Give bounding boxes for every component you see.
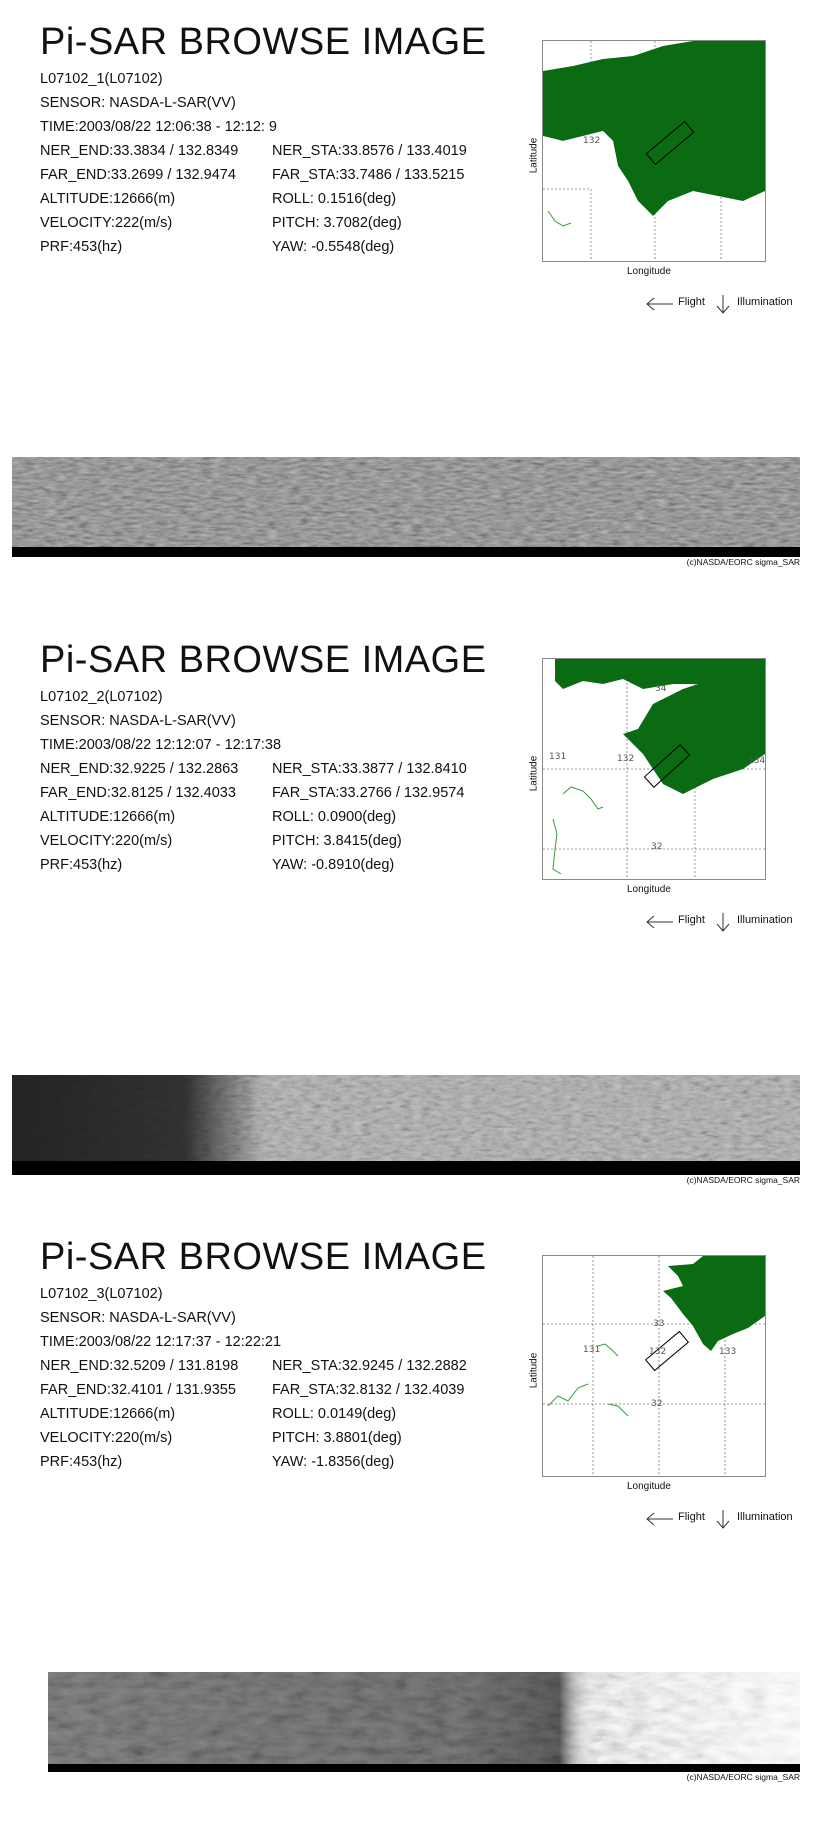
sensor: SENSOR: NASDA-L-SAR(VV)	[40, 1310, 236, 1326]
flight-label: Flight	[678, 296, 705, 308]
illumination-arrow-icon	[717, 295, 729, 313]
altitude: ALTITUDE:12666(m)	[40, 191, 176, 207]
far-end: FAR_END:32.8125 / 132.4033	[40, 785, 236, 801]
flight-arrow-icon	[647, 298, 673, 310]
map-tick: 132	[649, 1347, 667, 1357]
time-range: TIME:2003/08/22 12:12:07 - 12:17:38	[40, 737, 282, 753]
location-map	[542, 1255, 766, 1477]
section-title: Pi-SAR BROWSE IMAGE	[40, 21, 487, 63]
illumination-label: Illumination	[737, 914, 793, 926]
illumination-label: Illumination	[737, 1511, 793, 1523]
location-map	[542, 658, 766, 880]
map-tick: 131	[549, 752, 567, 762]
far-sta: FAR_STA:33.2766 / 132.9574	[272, 785, 465, 801]
prf: PRF:453(hz)	[40, 239, 123, 255]
map-tick: 131	[583, 1345, 601, 1355]
latitude-label: Latitude	[528, 137, 540, 174]
altitude: ALTITUDE:12666(m)	[40, 809, 176, 825]
flight-arrow-icon	[647, 916, 673, 928]
coastline	[563, 787, 603, 809]
section-title: Pi-SAR BROWSE IMAGE	[40, 639, 487, 681]
illumination-arrow-icon	[717, 913, 729, 931]
prf: PRF:453(hz)	[40, 1454, 123, 1470]
map-tick: 32	[651, 842, 663, 852]
velocity: VELOCITY:220(m/s)	[40, 833, 173, 849]
latitude-label: Latitude	[528, 755, 540, 792]
map-tick: 34	[655, 684, 667, 694]
location-map	[542, 40, 766, 262]
sar-strip-image-2	[12, 1075, 800, 1175]
copyright-credit: (c)NASDA/EORC sigma_SAR	[686, 557, 800, 567]
far-end: FAR_END:33.2699 / 132.9474	[40, 167, 236, 183]
velocity: VELOCITY:220(m/s)	[40, 1430, 173, 1446]
direction-legend	[645, 1508, 795, 1530]
map-tick: 134	[748, 756, 765, 766]
pitch: PITCH: 3.8801(deg)	[272, 1430, 402, 1446]
section-title: Pi-SAR BROWSE IMAGE	[40, 1236, 487, 1278]
ner-sta: NER_STA:33.3877 / 132.8410	[272, 761, 467, 777]
scene-id: L07102_2(L07102)	[40, 689, 163, 705]
far-sta: FAR_STA:33.7486 / 133.5215	[272, 167, 465, 183]
sensor: SENSOR: NASDA-L-SAR(VV)	[40, 713, 236, 729]
land-mass	[543, 41, 765, 216]
direction-legend	[645, 293, 795, 315]
yaw: YAW: -1.8356(deg)	[272, 1454, 395, 1470]
coastline	[553, 819, 561, 874]
map-tick: 32	[651, 1399, 663, 1409]
longitude-label: Longitude	[627, 266, 671, 277]
ner-sta: NER_STA:32.9245 / 132.2882	[272, 1358, 467, 1374]
ner-end: NER_END:32.9225 / 132.2863	[40, 761, 239, 777]
velocity: VELOCITY:222(m/s)	[40, 215, 173, 231]
yaw: YAW: -0.5548(deg)	[272, 239, 395, 255]
illumination-label: Illumination	[737, 296, 793, 308]
coastline	[548, 211, 571, 226]
roll: ROLL: 0.1516(deg)	[272, 191, 397, 207]
longitude-label: Longitude	[627, 884, 671, 895]
illumination-arrow-icon	[717, 1510, 729, 1528]
pitch: PITCH: 3.7082(deg)	[272, 215, 402, 231]
ner-end: NER_END:32.5209 / 131.8198	[40, 1358, 239, 1374]
flight-arrow-icon	[647, 1513, 673, 1525]
longitude-label: Longitude	[627, 1481, 671, 1492]
altitude: ALTITUDE:12666(m)	[40, 1406, 176, 1422]
direction-legend	[645, 911, 795, 933]
roll: ROLL: 0.0149(deg)	[272, 1406, 397, 1422]
ner-end: NER_END:33.3834 / 132.8349	[40, 143, 239, 159]
coastline	[608, 1404, 628, 1416]
map-tick: 33	[653, 1319, 665, 1329]
prf: PRF:453(hz)	[40, 857, 123, 873]
far-sta: FAR_STA:32.8132 / 132.4039	[272, 1382, 465, 1398]
pitch: PITCH: 3.8415(deg)	[272, 833, 402, 849]
yaw: YAW: -0.8910(deg)	[272, 857, 395, 873]
scene-id: L07102_1(L07102)	[40, 71, 163, 87]
flight-label: Flight	[678, 914, 705, 926]
time-range: TIME:2003/08/22 12:06:38 - 12:12: 9	[40, 119, 277, 135]
copyright-credit: (c)NASDA/EORC sigma_SAR	[686, 1175, 800, 1185]
ner-sta: NER_STA:33.8576 / 133.4019	[272, 143, 467, 159]
copyright-credit: (c)NASDA/EORC sigma_SAR	[686, 1772, 800, 1782]
map-tick: 133	[719, 1347, 737, 1357]
sar-strip-image-3	[48, 1672, 800, 1772]
coastline	[598, 1344, 618, 1356]
map-tick: 132	[583, 136, 601, 146]
far-end: FAR_END:32.4101 / 131.9355	[40, 1382, 236, 1398]
scene-id: L07102_3(L07102)	[40, 1286, 163, 1302]
coastline	[548, 1384, 588, 1406]
roll: ROLL: 0.0900(deg)	[272, 809, 397, 825]
latitude-label: Latitude	[528, 1352, 540, 1389]
land-mass	[663, 1256, 765, 1351]
sar-strip-image-1	[12, 457, 800, 557]
sensor: SENSOR: NASDA-L-SAR(VV)	[40, 95, 236, 111]
map-tick: 132	[617, 754, 635, 764]
time-range: TIME:2003/08/22 12:17:37 - 12:22:21	[40, 1334, 282, 1350]
flight-label: Flight	[678, 1511, 705, 1523]
